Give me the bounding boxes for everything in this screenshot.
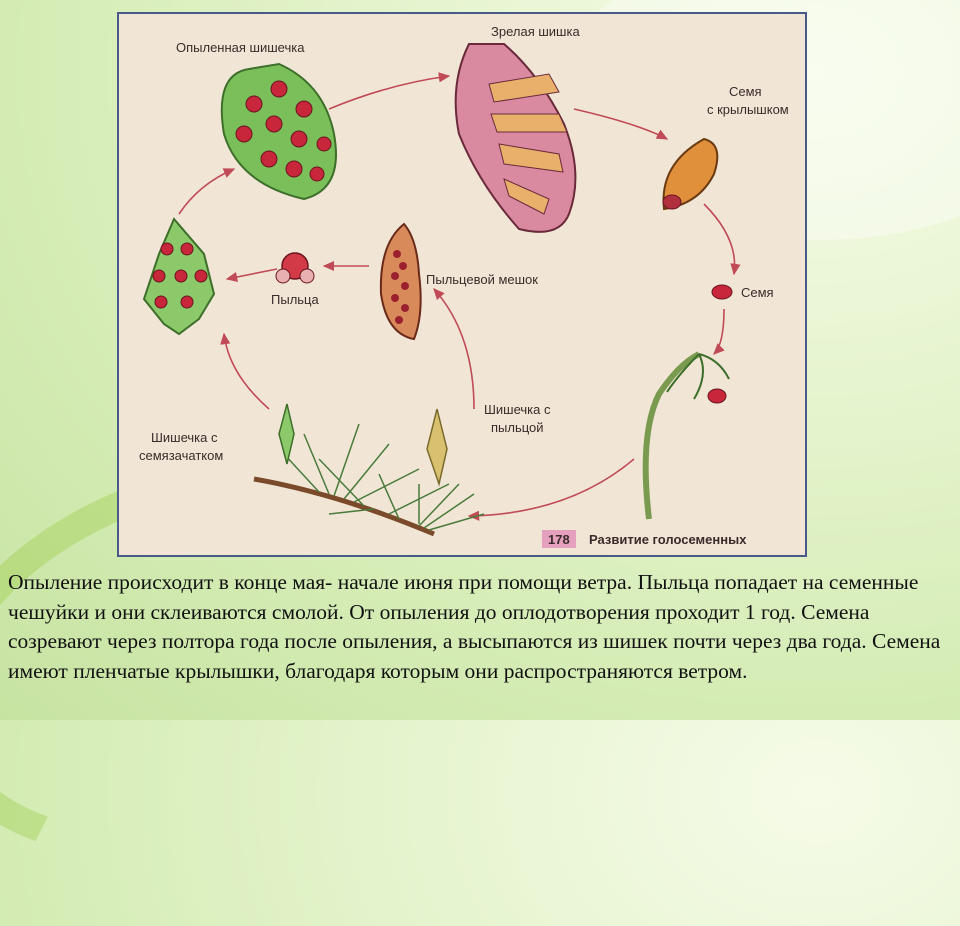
arrow-to-seed: [704, 204, 735, 274]
label-pollen-cone-line2: пыльцой: [491, 420, 544, 435]
arrow-to-mature-cone: [329, 76, 449, 109]
pollinated-cone-illustration: [222, 64, 336, 199]
arrow-to-branch: [469, 459, 634, 516]
label-pollen-cone-line1: Шишечка с: [484, 402, 551, 417]
winged-seed-illustration: [663, 139, 717, 209]
arrow-to-ovule-cone-from-pollen: [227, 269, 277, 279]
caption-text: Опыление происходит в конце мая- начале июня при помощи ветра. Пыльца попадает на семенные чешуйки и они склеиваются смолой. От опыления до оплодотворения проходит 1 год. Семена созревают через полтора года после опыления, а высыпаются из шишек почти через два года. Семена имеют пленчатые крылышки, благодаря которым они распространяются ветром.: [8, 570, 941, 683]
label-pollen-sac: Пыльцевой мешок: [426, 272, 538, 287]
figure-number: 178: [548, 532, 570, 547]
pollen-grain-illustration: [276, 253, 314, 283]
arrow-to-pollen-sac: [434, 289, 474, 409]
arrow-to-ovule-cone: [224, 334, 269, 409]
life-cycle-diagram: [119, 14, 805, 555]
arrow-to-seedling: [714, 309, 724, 354]
label-pollinated-cone: Опыленная шишечка: [176, 40, 305, 55]
ovule-cone-illustration: [144, 219, 214, 334]
gymnosperm-life-cycle-figure: [117, 12, 807, 557]
label-pollen: Пыльца: [271, 292, 319, 307]
arrow-to-pollinated-cone: [179, 169, 234, 214]
pollen-sac-illustration: [381, 224, 421, 339]
label-winged-seed-line2: с крылышком: [707, 102, 789, 117]
figure-title: Развитие голосеменных: [589, 532, 747, 547]
label-mature-cone: Зрелая шишка: [491, 24, 580, 39]
seedling-illustration: [646, 354, 729, 519]
label-seed: Семя: [741, 285, 774, 300]
mature-cone-illustration: [456, 44, 576, 232]
label-ovule-cone-line1: Шишечка с: [151, 430, 218, 445]
pine-branch-illustration: [254, 404, 484, 534]
seed-illustration: [712, 285, 732, 299]
label-winged-seed-line1: Семя: [729, 84, 762, 99]
arrow-to-winged-seed: [574, 109, 667, 139]
label-ovule-cone-line2: семязачатком: [139, 448, 224, 463]
